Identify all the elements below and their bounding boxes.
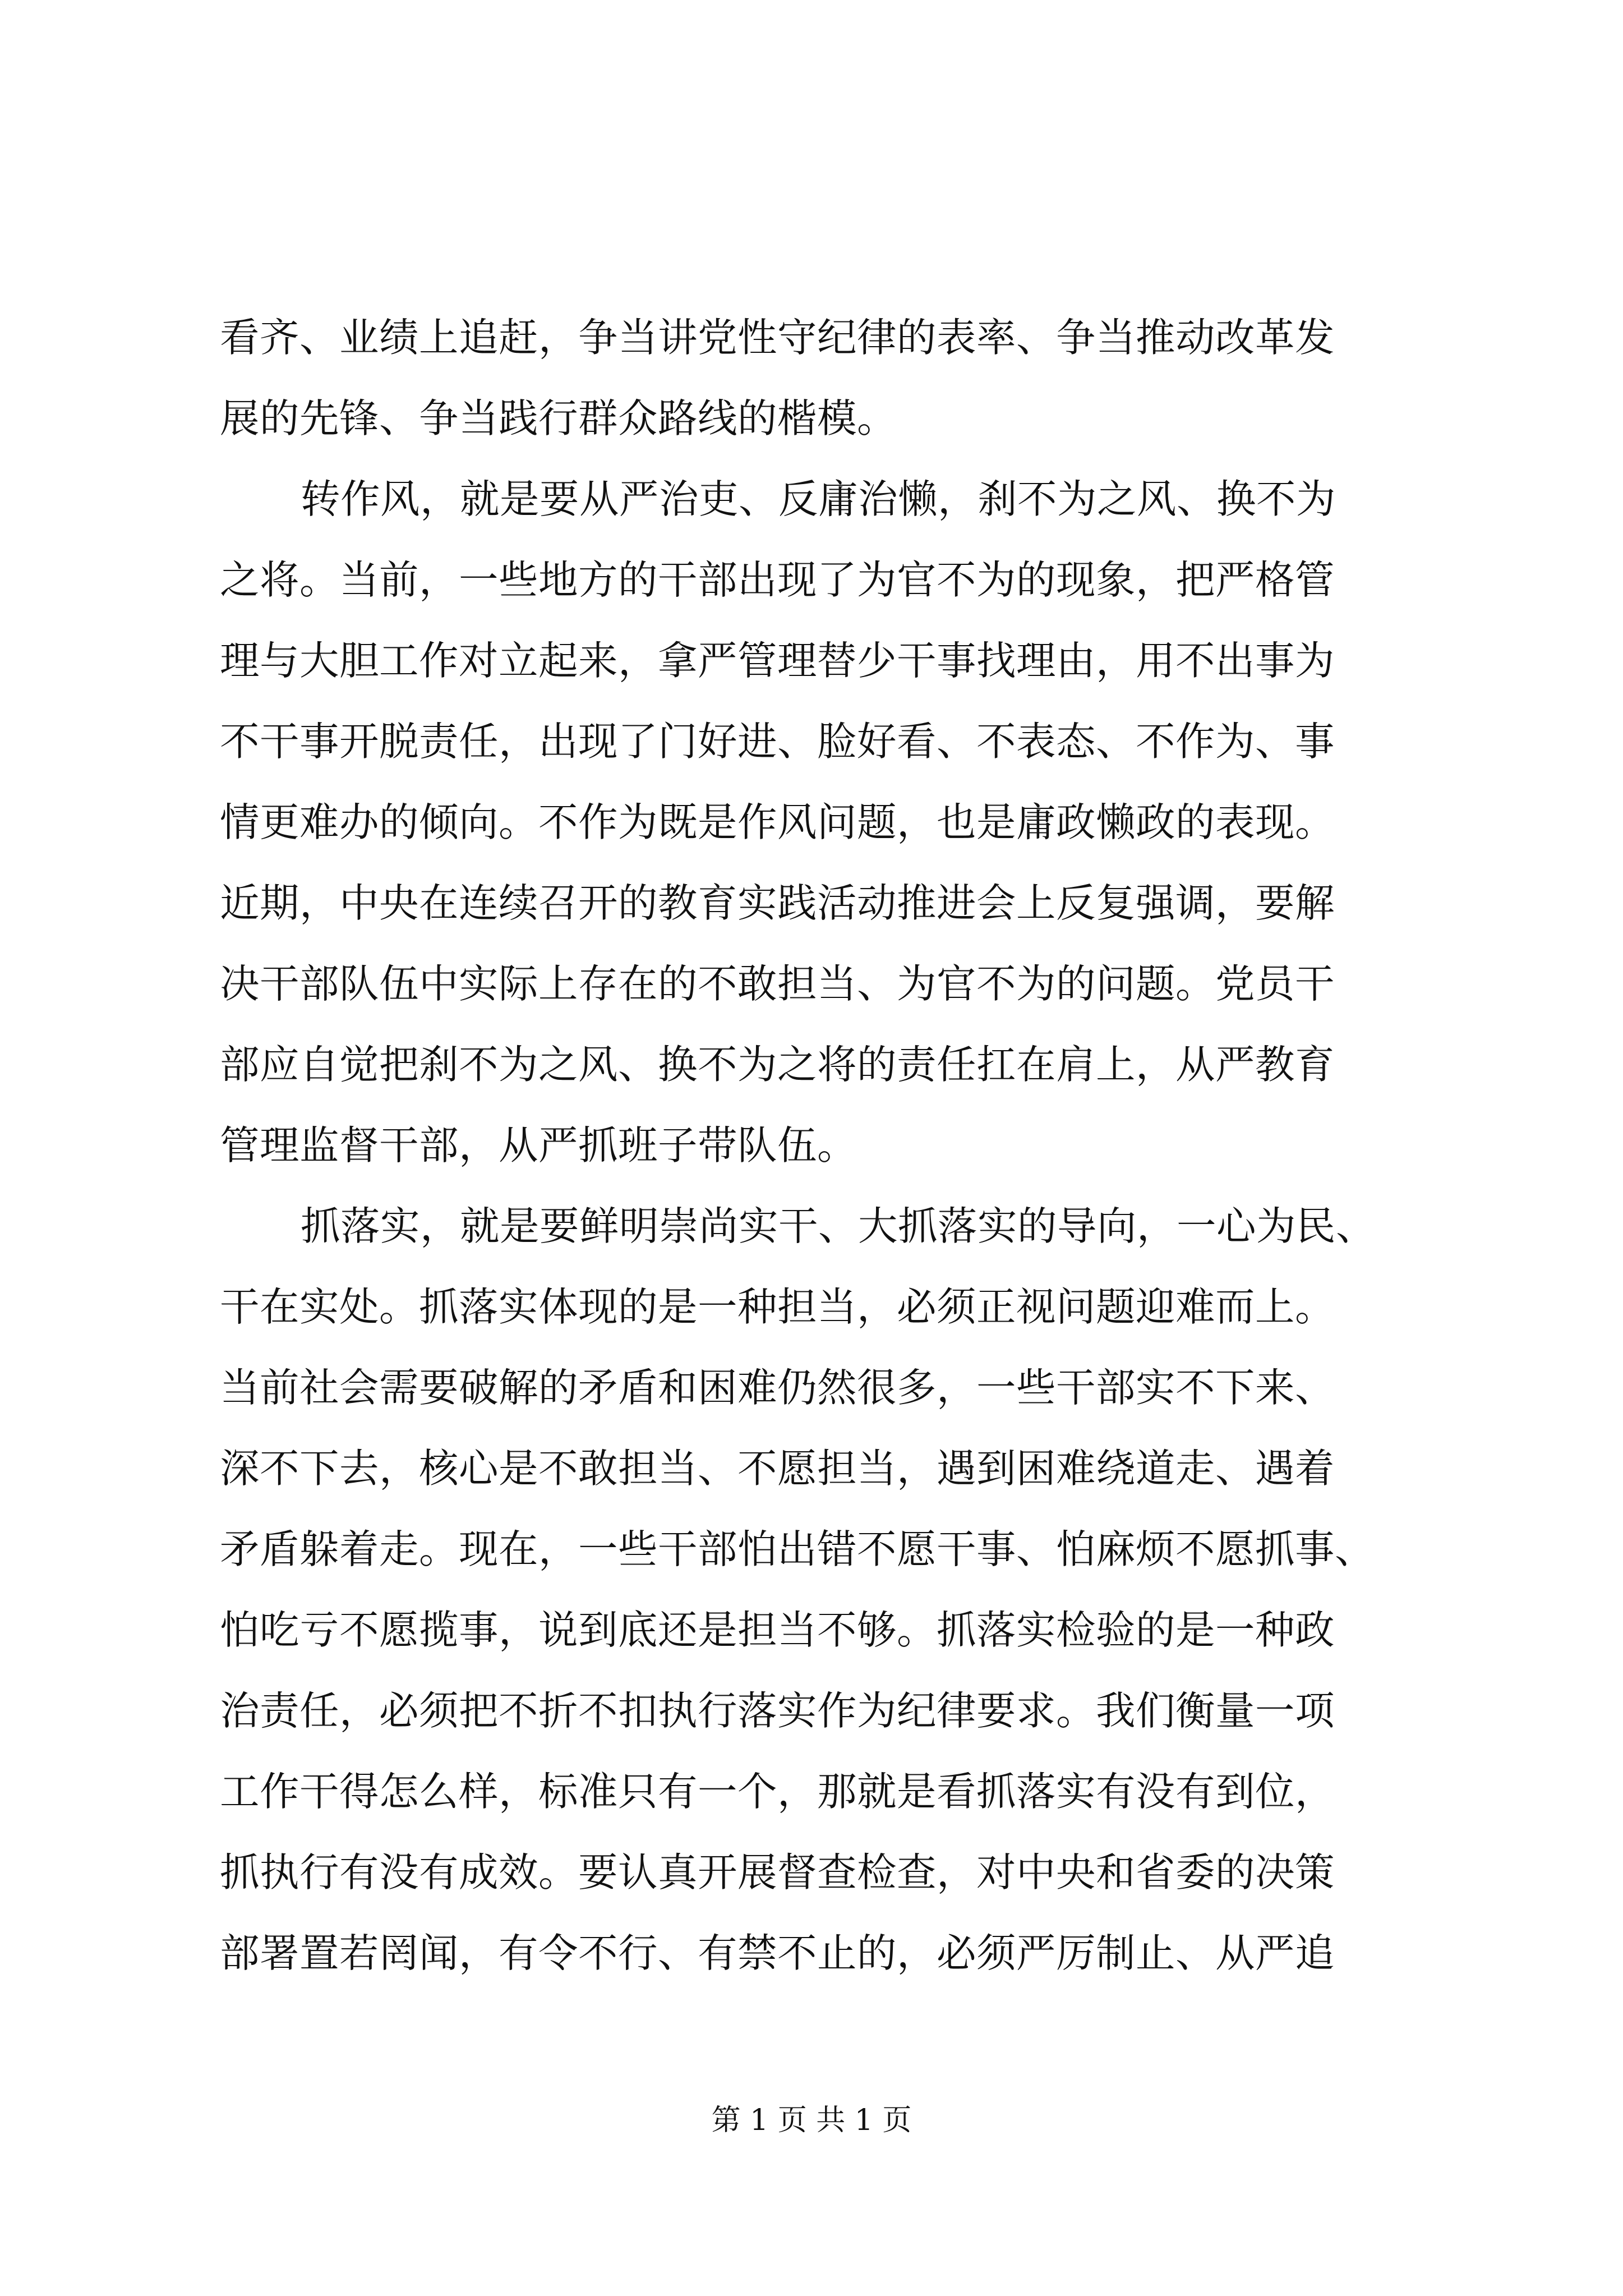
text-line: 不干事开脱责任，出现了门好进、脸好看、不表态、不作为、事 [220,719,1335,765]
text-line: 当前社会需要破解的矛盾和困难仍然很多，一些干部实不下来、 [220,1365,1335,1411]
document-body [220,297,1403,1994]
text-line: 部署置若罔闻，有令不行、有禁不止的，必须严厉制止、从严追 [220,1930,1335,1976]
text-line: 理与大胆工作对立起来，拿严管理替少干事找理由，用不出事为 [220,638,1335,684]
text-line: 抓执行有没有成效。要认真开展督查检查，对中央和省委的决策 [220,1849,1335,1895]
text-line: 近期，中央在连续召开的教育实践活动推进会上反复强调，要解 [220,880,1335,926]
text-line: 情更难办的倾向。不作为既是作风问题，也是庸政懒政的表现。 [220,799,1335,845]
text-line: 部应自觉把刹不为之风、换不为之将的责任扛在肩上，从严教育 [220,1042,1335,1088]
page-footer: 第 1 页 共 1 页 [711,2104,912,2137]
text-line: 决干部队伍中实际上存在的不敢担当、为官不为的问题。党员干 [220,961,1335,1007]
text-line: 矛盾躲着走。现在，一些干部怕出错不愿干事、怕麻烦不愿抓事、 [220,1526,1375,1572]
text-line: 深不下去，核心是不敢担当、不愿担当，遇到困难绕道走、遇着 [220,1446,1335,1492]
text-line: 管理监督干部，从严抓班子带队伍。 [220,1122,857,1168]
text-line: 治责任，必须把不折不扣执行落实作为纪律要求。我们衡量一项 [220,1688,1335,1734]
text-line: 工作干得怎么样，标准只有一个，那就是看抓落实有没有到位， [220,1769,1335,1815]
text-line: 看齐、业绩上追赶，争当讲党性守纪律的表率、争当推动改革发 [220,315,1335,361]
text-line: 之将。当前，一些地方的干部出现了为官不为的现象，把严格管 [220,557,1335,603]
text-line: 怕吃亏不愿揽事，说到底还是担当不够。抓落实检验的是一种政 [220,1607,1335,1653]
paragraph-first-line: 抓落实，就是要鲜明崇尚实干、大抓落实的导向，一心为民、 [301,1203,1376,1249]
paragraph-first-line: 转作风，就是要从严治吏、反庸治懒，刹不为之风、换不为 [301,476,1336,522]
text-line: 展的先锋、争当践行群众路线的楷模。 [220,395,897,441]
text-line: 干在实处。抓落实体现的是一种担当，必须正视问题迎难而上。 [220,1284,1335,1330]
